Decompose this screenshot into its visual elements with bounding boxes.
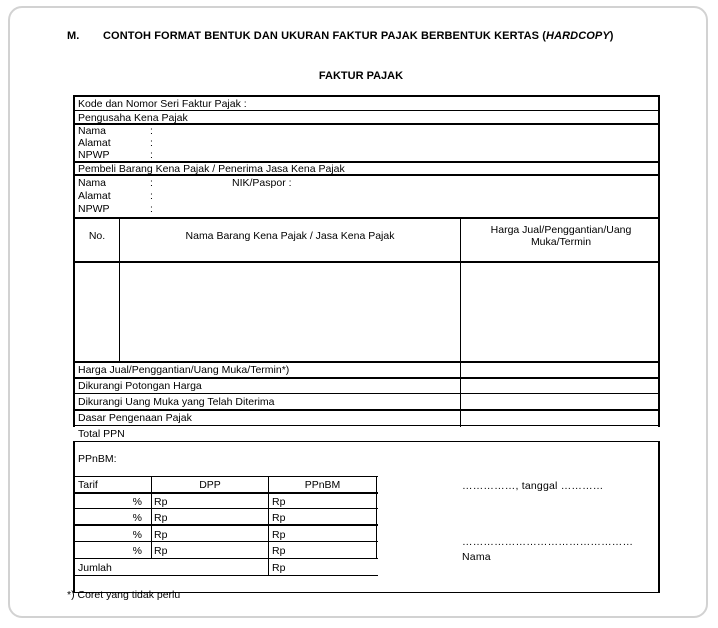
document-page-frame [8, 6, 708, 618]
summary-label-0: Harga Jual/Penggantian/Uang Muka/Termin*) [78, 364, 290, 376]
ppnbm-row-3-tarif: % [132, 545, 142, 557]
seller-field-colon-npwp: : [150, 149, 153, 161]
page-title: FAKTUR PAJAK [318, 70, 404, 82]
footnote: *) Coret yang tidak perlu [67, 589, 181, 601]
seller-field-colon-alamat: : [150, 137, 153, 149]
ppnbm-line-row-2 [73, 524, 378, 526]
summary-line-1 [73, 393, 660, 394]
section-title-end: ) [609, 30, 614, 42]
ppnbm-line-row-4 [73, 558, 378, 559]
ppnbm-left-border [73, 476, 74, 576]
ppnbm-row-0-ppnbm: Rp [272, 496, 286, 508]
serial-number-label: Kode dan Nomor Seri Faktur Pajak : [78, 98, 247, 110]
ppnbm-right-border [376, 476, 377, 558]
buyer-field-colon-nama: : [150, 177, 153, 189]
item-col-header-name: Nama Barang Kena Pajak / Jasa Kena Pajak [185, 230, 395, 242]
summary-line-2 [73, 409, 660, 411]
ppnbm-row-1-ppnbm: Rp [272, 512, 286, 524]
ppnbm-section-label: PPnBM: [78, 453, 117, 465]
header-row-line-top [73, 95, 660, 97]
buyer-field-label-alamat: Alamat [78, 190, 111, 202]
item-col-divider-no [119, 217, 120, 362]
buyer-field-label-nama: Nama [78, 177, 107, 189]
buyer-nik-label: NIK/Paspor : [232, 177, 292, 189]
seller-field-colon-nama: : [150, 125, 153, 137]
summary-label-3: Dasar Pengenaan Pajak [78, 412, 192, 424]
ppnbm-row-3-ppnbm: Rp [272, 545, 286, 557]
section-heading [67, 30, 614, 42]
summary-line-0 [73, 377, 660, 379]
buyer-field-label-npwp: NPWP [78, 203, 110, 215]
item-table-left-border [73, 217, 75, 427]
ppnbm-line-row-1 [73, 508, 378, 509]
lower-block-right-border [658, 441, 660, 593]
ppnbm-col-header-ppnbm: PPnBM [304, 479, 341, 491]
item-col-header-no: No. [88, 230, 106, 242]
seller-field-label-alamat: Alamat [78, 137, 111, 149]
ppnbm-row-1-tarif: % [132, 512, 142, 524]
summary-line-4 [73, 441, 660, 442]
ppnbm-line-row-3 [73, 541, 378, 542]
ppnbm-total-label: Jumlah [78, 562, 112, 574]
header-table-right-border [658, 95, 660, 219]
ppnbm-row-2-tarif: % [132, 529, 142, 541]
ppnbm-line-header-bottom [73, 492, 378, 494]
ppnbm-row-1-dpp: Rp [154, 512, 168, 524]
ppnbm-col-divider-dpp [268, 476, 269, 576]
item-col-divider-price [460, 217, 461, 427]
buyer-section-label: Pembeli Barang Kena Pajak / Penerima Jasa Kena Pajak [78, 163, 345, 175]
ppnbm-row-0-tarif: % [132, 496, 142, 508]
ppnbm-col-header-dpp: DPP [199, 479, 221, 491]
header-table-left-border [73, 95, 75, 219]
faktur-pajak-document [10, 8, 706, 616]
buyer-field-colon-alamat: : [150, 190, 153, 202]
summary-label-1: Dikurangi Potongan Harga [78, 380, 202, 392]
seller-section-label: Pengusaha Kena Pajak [78, 112, 188, 124]
ppnbm-col-header-tarif: Tarif [78, 479, 98, 491]
seller-field-label-npwp: NPWP [78, 149, 110, 161]
ppnbm-line-top [73, 476, 378, 477]
section-title-italic: HARDCOPY [546, 30, 610, 42]
item-body-bottom-line [73, 361, 660, 363]
signature-name-rule: ………………………………………… [462, 536, 634, 548]
ppnbm-total-value: Rp [272, 562, 286, 574]
summary-label-2: Dikurangi Uang Muka yang Telah Diterima [78, 396, 275, 408]
item-col-header-price: Harga Jual/Penggantian/Uang Muka/Termin [490, 224, 632, 248]
ppnbm-line-bottom [73, 575, 378, 576]
ppnbm-row-0-dpp: Rp [154, 496, 168, 508]
ppnbm-row-3-dpp: Rp [154, 545, 168, 557]
signature-place-date: ……………, tanggal ………… [462, 480, 604, 492]
header-row-line-1 [73, 110, 660, 111]
ppnbm-row-2-ppnbm: Rp [272, 529, 286, 541]
section-title-text: CONTOH FORMAT BENTUK DAN UKURAN FAKTUR PAJAK BERBENTUK KERTAS ( [103, 30, 547, 42]
ppnbm-col-divider-tarif [151, 476, 152, 558]
ppnbm-row-2-dpp: Rp [154, 529, 168, 541]
item-header-bottom-line [73, 261, 660, 263]
seller-field-label-nama: Nama [78, 125, 107, 137]
summary-label-4: Total PPN [78, 428, 125, 440]
summary-line-3 [73, 425, 660, 426]
item-table-right-border [658, 217, 660, 427]
section-letter: M. [67, 30, 80, 42]
header-row-line-5 [73, 217, 660, 219]
buyer-field-colon-npwp: : [150, 203, 153, 215]
signature-name-label: Nama [462, 551, 491, 563]
